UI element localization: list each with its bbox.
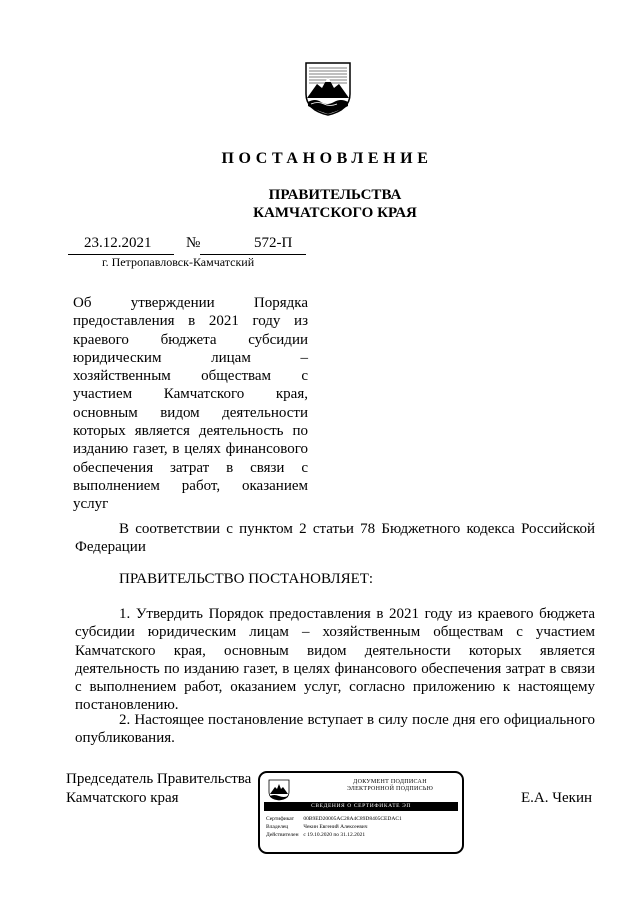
signatory-position-line-1: Председатель Правительства: [66, 771, 252, 787]
stamp-title: [320, 779, 460, 793]
owner-value: Чекин Евгений Алексеевич: [303, 824, 368, 830]
signatory-name: Е.А. Чекин: [521, 790, 592, 806]
owner-row: [266, 823, 402, 831]
authority-line-1: ПРАВИТЕЛЬСТВА: [268, 187, 402, 203]
stamp-title-line-2: ЭЛЕКТРОННОЙ ПОДПИСЬЮ: [346, 786, 434, 792]
authority-line-2: КАМЧАТСКОГО КРАЯ: [253, 205, 417, 221]
electronic-signature-stamp: [258, 771, 464, 854]
date-number-line: [68, 235, 308, 257]
signatory-position: [66, 770, 251, 808]
coat-of-arms-emblem: [303, 60, 353, 116]
owner-label: Владелец: [266, 824, 289, 830]
resolution-statement: ПРАВИТЕЛЬСТВО ПОСТАНОВЛЯЕТ:: [119, 571, 374, 587]
document-title: Об утверждении Порядка предоставления в 2021 году из краевого бюджета субсидии юридическим лицам – хозяйственным обществам с участием Камчатского края, основным видом деятельности которых является деятельность по изданию газет, в целях финансового обеспечения затрат в связи с выполнением работ, оказанием услуг: [73, 295, 308, 513]
stamp-title-line-1: ДОКУМЕНТ ПОДПИСАН: [353, 779, 427, 785]
issuing-authority: [0, 186, 640, 222]
stamp-emblem-icon: [268, 779, 290, 801]
document-date: 23.12.2021: [84, 235, 152, 251]
validity-row: [266, 831, 402, 839]
number-sign: №: [186, 235, 201, 251]
document-number: 572-П: [254, 235, 293, 251]
certificate-details: [266, 815, 402, 839]
item-2-paragraph: 2. Настоящее постановление вступает в силу после дня его официального опубликования.: [75, 712, 595, 747]
certificate-value: 00B9ED20005AC28A4C89D8405CEDAC1: [303, 816, 402, 822]
item-1-paragraph: 1. Утвердить Порядок предоставления в 2021 году из краевого бюджета субсидии юридическим лицам – хозяйственным обществам с участием Камчатского края, основным видом деятельности которых является деятельность по изданию газет, в целях финансового обеспечения затрат в связи с выполнением работ, оказанием услуг, согласно приложению к настоящему постановлению.: [75, 606, 595, 714]
place-of-issue: г. Петропавловск-Камчатский: [102, 255, 255, 269]
certificate-info-bar: СВЕДЕНИЯ О СЕРТИФИКАТЕ ЭП: [264, 802, 458, 811]
validity-value: с 19.10.2020 по 31.12.2021: [303, 832, 366, 838]
signatory-position-line-2: Камчатского края: [66, 790, 179, 806]
certificate-row: [266, 815, 402, 823]
preamble-paragraph: В соответствии с пунктом 2 статьи 78 Бюджетного кодекса Российской Федерации: [75, 521, 595, 556]
validity-label: Действителен: [266, 832, 299, 838]
certificate-label: Сертификат: [266, 816, 294, 822]
document-type-heading: ПОСТАНОВЛЕНИЕ: [221, 150, 433, 167]
